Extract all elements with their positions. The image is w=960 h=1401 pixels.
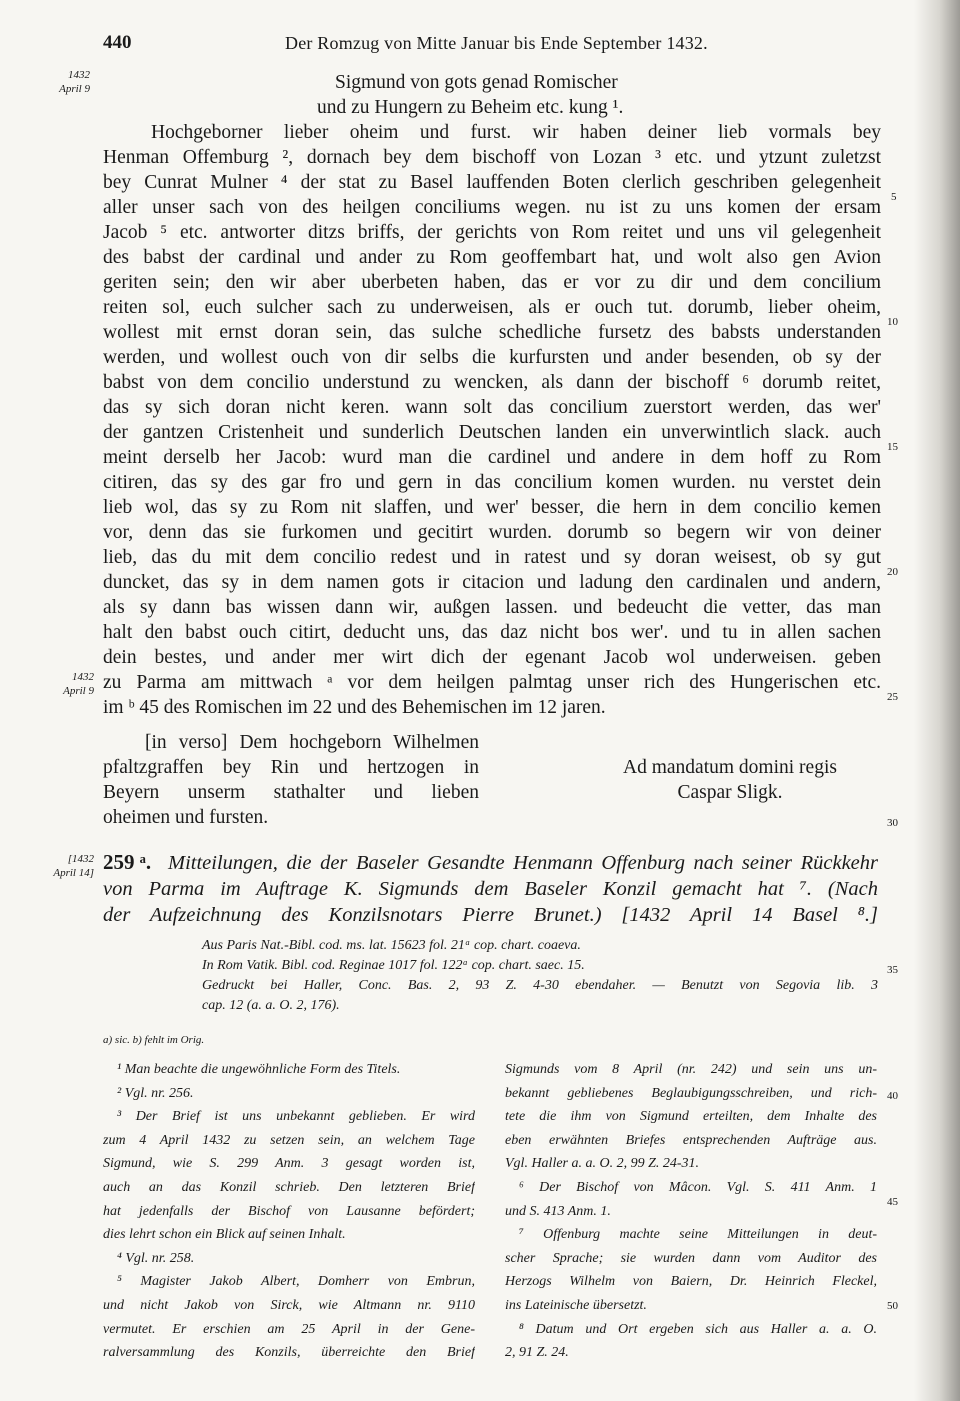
line-number: 30 — [887, 817, 898, 829]
letter-line: citiren, das sy des gar fro und gern in das concilium komen wurden. nu verstet dein — [103, 472, 881, 493]
letter-line: Hochgeborner lieber oheim und furst. wir haben deiner lieb vormals bey — [151, 122, 881, 143]
letter-line: lieb wol, das sy zu Rom nit slaffen, und wer' besser, die hern in dem concilio kemen — [103, 497, 881, 518]
letter-line: das sy sich doran nicht keren. wann solt das concilium zuerstort werden, das wer' — [103, 397, 881, 418]
letter-intitulatio-line-1: Sigmund von gots genad Romischer — [335, 72, 618, 93]
margin-date-top: 1432 April 9 — [59, 69, 90, 95]
letter-mandate: Ad mandatum domini regis Caspar Sligk. — [623, 757, 837, 803]
page-number: 440 — [103, 32, 132, 53]
letter-line: zu Parma am mittwach ᵃ vor dem heilgen palmtag unser rich des Hungerischen etc. — [103, 672, 881, 693]
margin-date-document: [1432 April 14] — [53, 853, 94, 879]
margin-date-middle: 1432 April 9 — [63, 671, 94, 697]
letter-line: babst von dem concilio understund zu wencken, als dann der bischoff ⁶ dorumb reitet, — [103, 372, 881, 393]
letter-line: dein bestes, und ander mer wirt dich der egenant Jacob wol underweisen. geben — [103, 647, 881, 668]
line-number: 5 — [891, 191, 897, 203]
letter-line: des babst der cardinal und ander zu Rom geoffembart hat, und wolt also gen Avion — [103, 247, 881, 268]
letter-line: Henman Offemburg ², dornach bey dem bischoff von Lozan ³ etc. und ytzunt zuletzst — [103, 147, 881, 168]
letter-line: geriten sein; den wir aber uberbeten haben, das er vor zu dir und dem concilium — [103, 272, 881, 293]
letter-line: meint derselb her Jacob: wurd man die cardinel und andere in dem hoff zu Rom — [103, 447, 881, 468]
document-title: Mitteilungen, die der Baseler Gesandte Henmann Offenburg nach seiner Rückkehr — [168, 852, 878, 874]
letter-line: bey Cunrat Mulner ⁴ der stat zu Basel lauffenden Boten clerlich geschriben gelegenheit — [103, 172, 881, 193]
letter-line: als sy dann bas wissen dann wir, außgen lassen. und bedeucht die vetter, das man — [103, 597, 881, 618]
line-number: 50 — [887, 1300, 898, 1312]
letter-line: der gantzen Cristenheit und sunderlich Deutschen landen ein unverwintlich slack. auch — [103, 422, 881, 443]
footnotes-left-column: ¹ Man beachte die ungewöhnliche Form des Titels. ² Vgl. nr. 256. ³ Der Brief ist uns unbekannt geblieben. Er wird zum 4 April 1432 zu setzen sein, an welchem Tage Sigmund, wie S. 299 Anm. 3 gesagt worden ist, auch an das Konzil schrieb. Den letzteren Brief hat jedenfalls der Bischof von Lausanne befördert; dies lehrt schon ein Blick auf seinen Inhalt. ⁴ Vgl. nr. 258. ⁵ Magister Jakob Albert, Domherr von Embrun, und nicht Jakob von Sirck, wie Altmann nr. 9110 vermutet. Er erschien am 25 April in der Gene- ralversammlung des Konzils, überreichte den Brief — [103, 1062, 475, 1361]
letter-intitulatio-line-2: und zu Hungern zu Beheim etc. kung ¹. — [317, 97, 624, 118]
line-number: 35 — [887, 964, 898, 976]
document-title-cont: von Parma im Auftrage K. Sigmunds dem Baseler Konzil gemacht hat ⁷. (Nach der Aufzeichnung des Konzilsnotars Pierre Brunet.) [1432 April 14 Basel ⁸.] — [103, 878, 878, 926]
letter-line: aller unser sach von des heilgen conciliums wegen. nu ist zu uns komen der ersam — [103, 197, 881, 218]
letter-line: duncket, das sy in dem namen gots ir citacion und ladung den cardinalen und andern, — [103, 572, 881, 593]
line-number: 10 — [887, 316, 898, 328]
letter-line: vor, denn das sie furkomen und gecitirt wurden. dorumb so begern wir von deiner — [103, 522, 881, 543]
letter-line: Jacob ⁵ etc. antworter ditzs briffs, der gerichts von Rom reitet und uns vil gelegenheit — [103, 222, 881, 243]
line-number: 40 — [887, 1090, 898, 1102]
page-edge-shadow — [914, 0, 960, 1401]
letter-line: lieb, das du mit dem concilio redest und in ratest und sy doran weisest, ob sy gut — [103, 547, 881, 568]
letter-line: wollest mit ernst doran sein, das sulche schedliche fursetz des babsts understanden — [103, 322, 881, 343]
document-number: 259 ᵃ. — [103, 850, 152, 874]
line-number: 20 — [887, 566, 898, 578]
letter-body — [103, 120, 881, 720]
letter-line: werden, und wollest ouch von dir selbs die kurfursten und ander besenden, ob sy der — [103, 347, 881, 368]
text-critical-notes: a) sic. b) fehlt im Orig. — [103, 1034, 205, 1046]
letter-line: im ᵇ 45 des Romischen im 22 und des Behemischen im 12 jaren. — [103, 697, 606, 718]
letter-line: halt den babst ouch citirt, deducht uns, das daz nicht bos wer'. und tu in allen sachen — [103, 622, 881, 643]
source-notes: Aus Paris Nat.-Bibl. cod. ms. lat. 15623 fol. 21ᵃ cop. chart. coaeva. In Rom Vatik. Bibl. cod. Reginae 1017 fol. 122ᵃ cop. chart. saec. 15. Gedruckt bei Haller, Conc. Bas. 2, 93 Z. 4-30 ebendaher. — Benutzt von Segovia lib. 3 cap. 12 (a. a. O. 2, 176). — [202, 938, 878, 1013]
line-number: 25 — [887, 691, 898, 703]
running-head: Der Romzug von Mitte Januar bis Ende September 1432. — [285, 33, 708, 53]
letter-address: [in verso] Dem hochgeborn Wilhelmen pfaltzgraffen bey Rin und hertzogen in Beyern unserm stathalter und lieben oheimen und fursten. — [103, 732, 479, 828]
letter-line: reiten sol, euch sulcher sach zu underweisen, als er ouch tut. dorumb, lieber oheim, — [103, 297, 881, 318]
line-number: 45 — [887, 1196, 898, 1208]
line-number: 15 — [887, 441, 898, 453]
footnotes-right-column: Sigmunds vom 8 April (nr. 242) und sein uns un- bekannt gebliebenes Beglaubigungsschreiben, und rich- tete die ihm von Sigmund erteilten, dem Inhalte des eben erwähnten Briefes entsprechenden Aufträge aus. Vgl. Haller a. a. O. 2, 99 Z. 24-31. ⁶ Der Bischof von Mâcon. Vgl. S. 411 Anm. 1 und S. 413 Anm. 1. ⁷ Offenburg machte seine Mitteilungen in deut- scher Sprache; sie wurden dann vom Auditor des Herzogs Wilhelm von Baiern, Dr. Heinrich Fleckel, ins Lateinische übersetzt. ⁸ Datum und Ort ergeben sich aus Haller a. a. O. 2, 91 Z. 24. — [505, 1062, 877, 1361]
